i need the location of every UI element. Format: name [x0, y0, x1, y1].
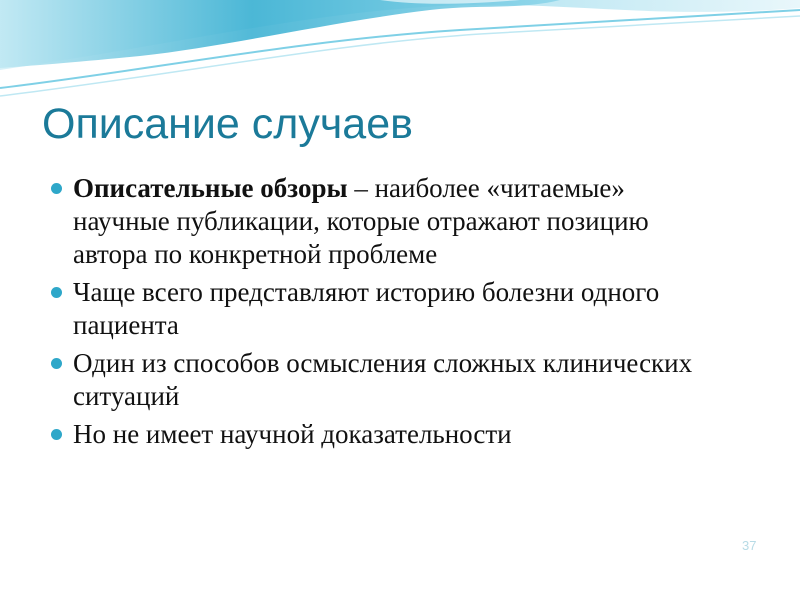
bullet-text: – наиболее «читаемые» научные публикации, которые отражают позицию автора по конкретной проблеме	[73, 173, 649, 269]
bullet-dot-icon	[51, 183, 62, 194]
bullet-item	[48, 418, 728, 451]
slide-title: Описание случаев	[42, 100, 413, 148]
bullet-term: Описательные обзоры	[73, 173, 348, 203]
bullet-list	[48, 172, 728, 456]
slide-number: 37	[742, 538, 757, 553]
bullet-text: Один из способов осмысления сложных клинических ситуаций	[73, 348, 693, 411]
bullet-dot-icon	[51, 358, 62, 369]
bullet-item	[48, 276, 728, 342]
bullet-dot-icon	[51, 287, 62, 298]
bullet-item	[48, 347, 728, 413]
bullet-text: Чаще всего представляют историю болезни одного пациента	[73, 277, 660, 340]
header-wave-decoration	[0, 0, 800, 110]
bullet-dot-icon	[51, 429, 62, 440]
bullet-text: Но не имеет научной доказательности	[73, 419, 512, 449]
bullet-item	[48, 172, 728, 271]
